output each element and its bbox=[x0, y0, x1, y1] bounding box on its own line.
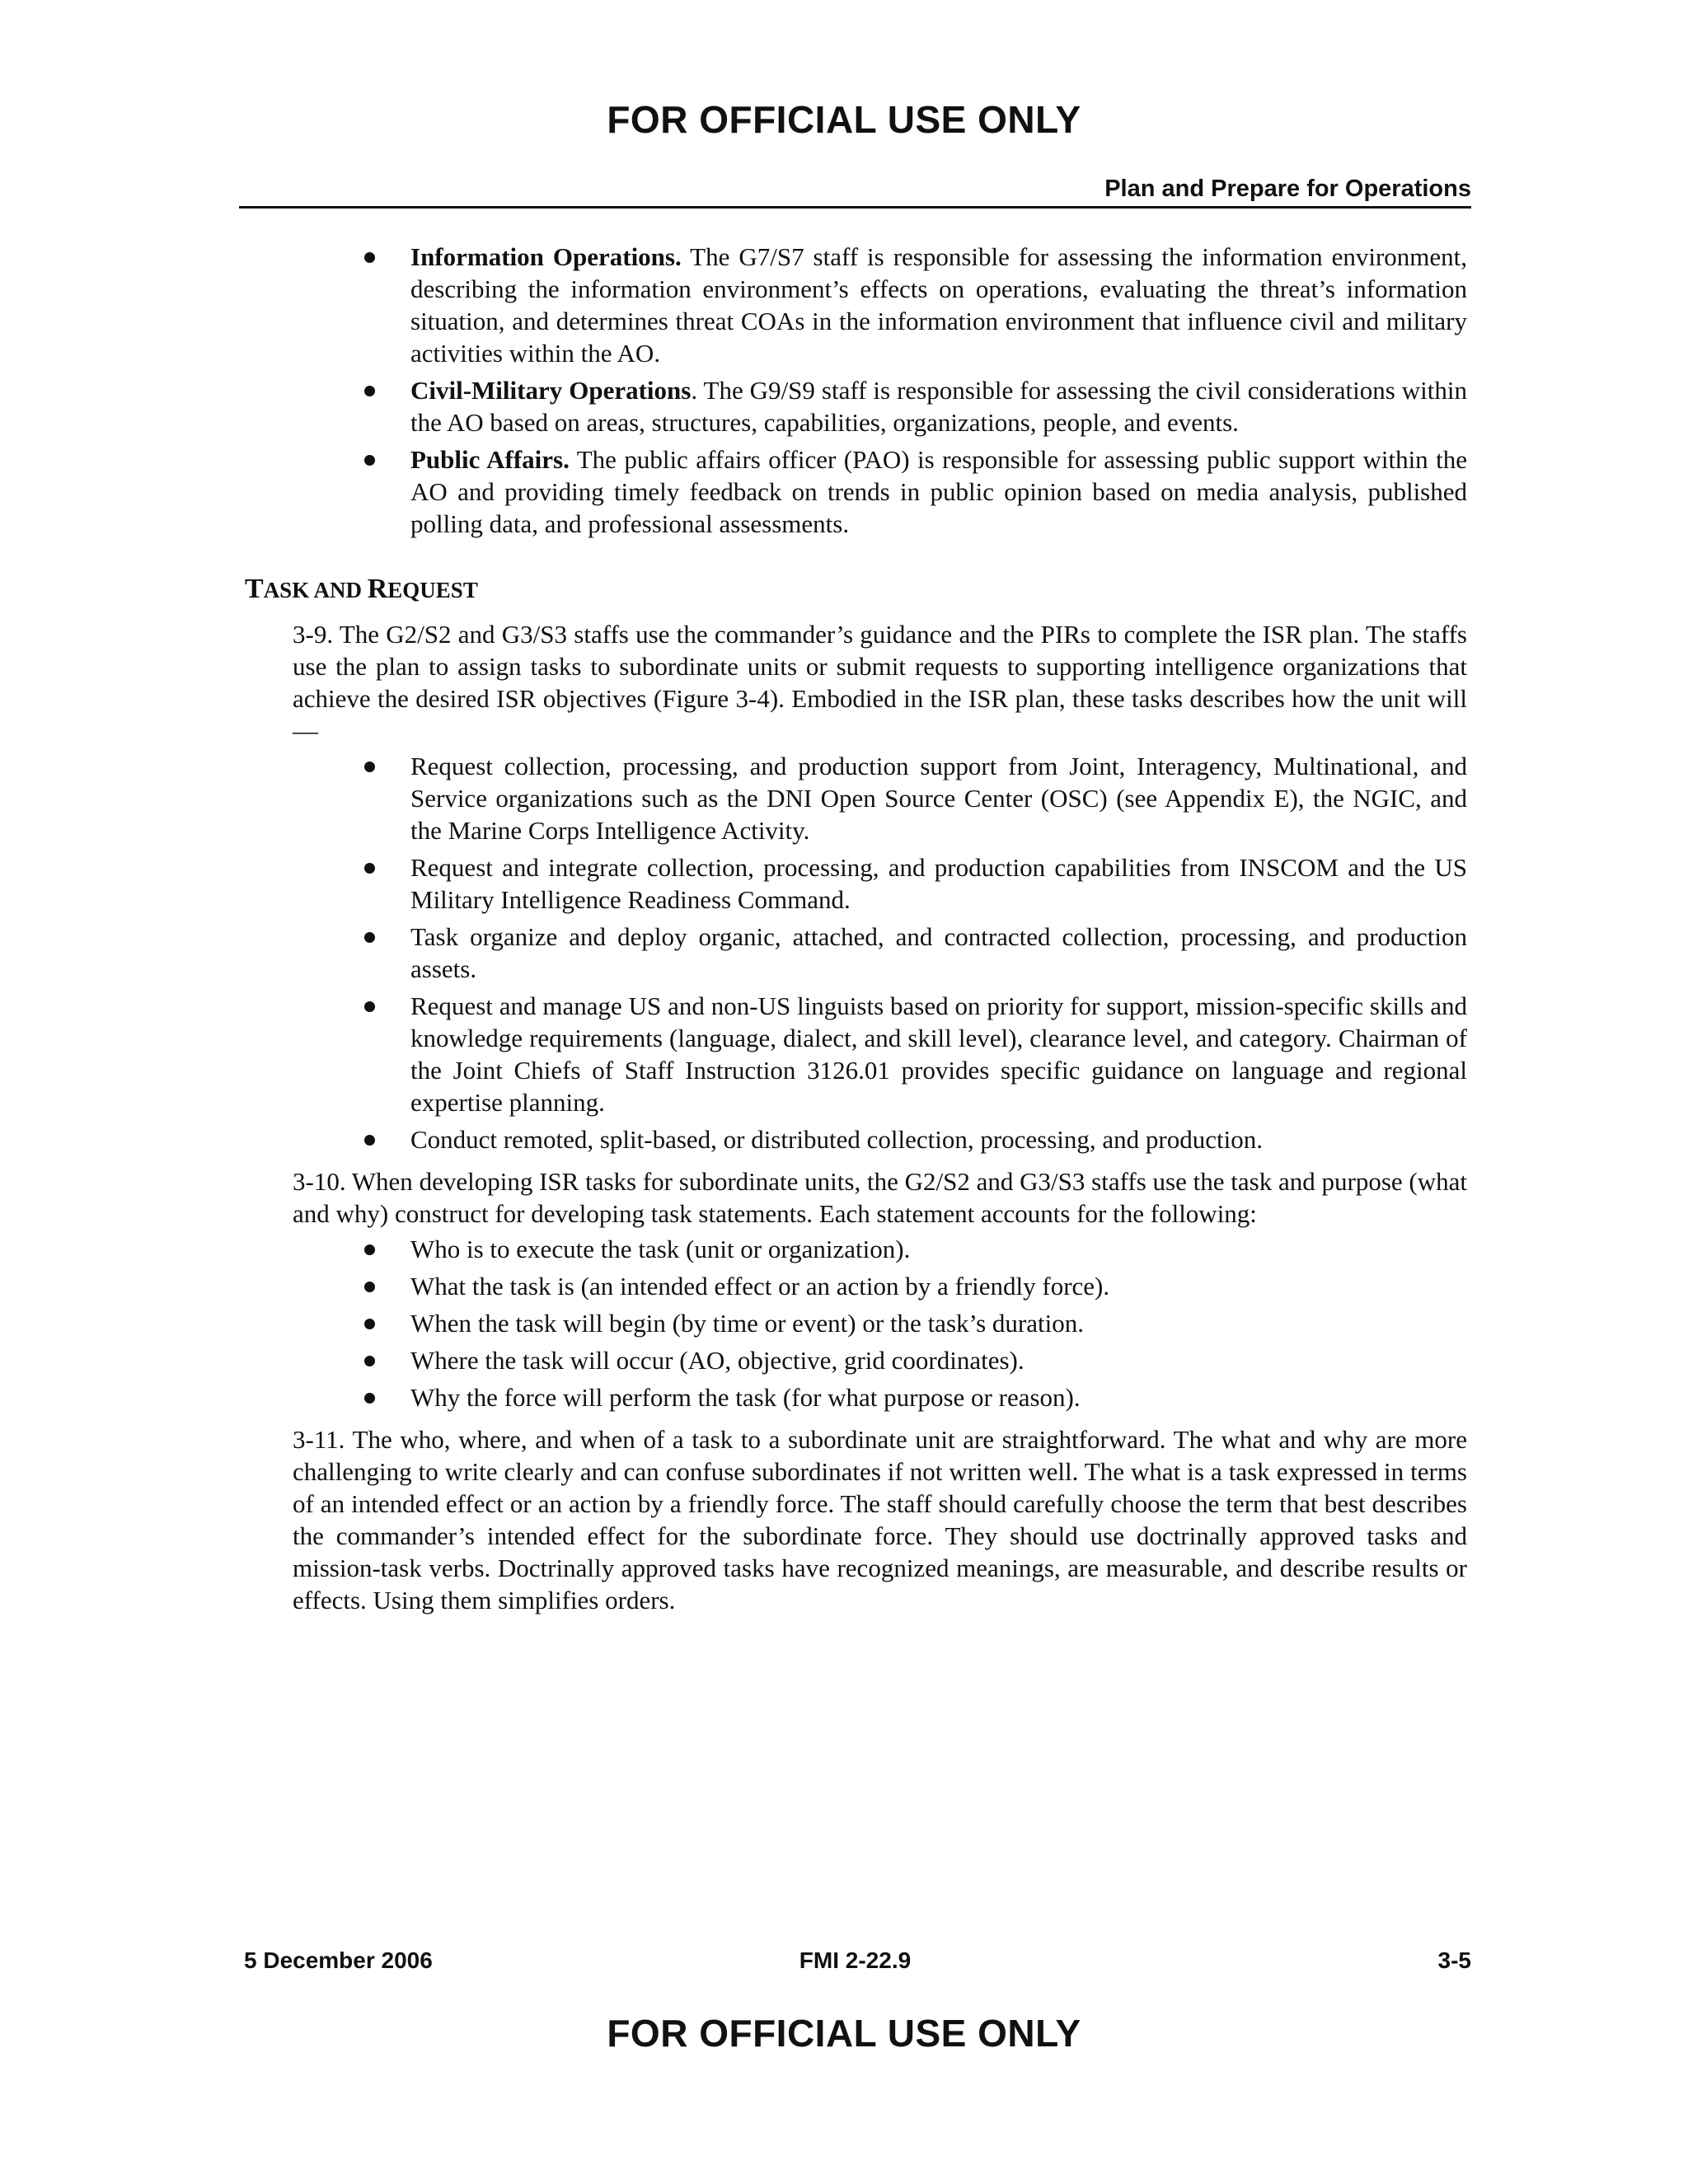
list-item bbox=[293, 1381, 1467, 1413]
heading-cap: T bbox=[245, 574, 264, 604]
header-rule bbox=[239, 206, 1471, 209]
list-item bbox=[293, 1307, 1467, 1339]
bullet-text: When the task will begin (by time or event) or the task’s duration. bbox=[410, 1309, 1084, 1338]
bullet-text: Where the task will occur (AO, objective, grid coordinates). bbox=[410, 1346, 1025, 1375]
paragraph-3-9: 3-9. The G2/S2 and G3/S3 staffs use the commander’s guidance and the PIRs to complete the ISR plan. The staffs use the plan to assign tasks to subordinate units or submit requests to supporting intelligence organizations that achieve the desired ISR objectives (Figure 3-4). Embodied in the ISR plan, these tasks describes how the unit will— bbox=[293, 620, 1467, 745]
footer-page-number: 3-5 bbox=[1437, 1947, 1471, 1973]
bullet-dot-icon bbox=[364, 252, 375, 263]
bullet-dot-icon bbox=[364, 1135, 375, 1146]
bullet-text: Request and manage US and non-US linguists based on priority for support, mission-specific skills and knowledge requirements (language, dialect, and skill level), clearance level, and category. Chairman of the Joint Chiefs of Staff Instruction 3126.01 provides specific guidance on language and regional expertise planning. bbox=[410, 991, 1467, 1117]
bullet-dot-icon bbox=[364, 455, 375, 466]
page-body bbox=[245, 241, 1467, 1619]
bullet-list-3-10 bbox=[293, 1233, 1467, 1413]
bullet-text: What the task is (an intended effect or an action by a friendly force). bbox=[410, 1272, 1110, 1301]
list-item bbox=[293, 851, 1467, 916]
list-item bbox=[293, 1233, 1467, 1265]
paragraph-3-11: 3-11. The who, where, and when of a task to a subordinate unit are straightforward. The what and why are more challenging to write clearly and can confuse subordinates if not written well. The what is a task expressed in terms of an intended effect or an action by a friendly force. The staff should carefully choose the term that best describes the commander’s intended effect for the subordinate force. They should use doctrinally approved tasks and mission-task verbs. Doctrinally approved tasks have recognized meanings, are measurable, and describe results or effects. Using them simplifies orders. bbox=[293, 1425, 1467, 1615]
classification-banner-bottom: FOR OFFICIAL USE ONLY bbox=[607, 2012, 1081, 2055]
running-head: Plan and Prepare for Operations bbox=[1104, 176, 1471, 202]
paragraph-3-10: 3-10. When developing ISR tasks for subordinate units, the G2/S2 and G3/S3 staffs use the task and purpose (what and why) construct for developing task statements. Each statement accounts for the following: bbox=[293, 1167, 1467, 1228]
list-item bbox=[293, 990, 1467, 1118]
bullet-text: Request collection, processing, and production support from Joint, Interagency, Multinational, and Service organizations such as the DNI Open Source Center (OSC) (see Appendix E), the NGIC, and the Marine Corps Intelligence Activity. bbox=[410, 752, 1467, 845]
bullet-dot-icon bbox=[364, 863, 375, 874]
bullet-dot-icon bbox=[364, 1001, 375, 1012]
bullet-text: The public affairs officer (PAO) is responsible for assessing public support within the AO and providing timely feedback on trends in public opinion based on media analysis, published polling data, and professional assessments. bbox=[410, 445, 1467, 538]
bullet-lead: Public Affairs. bbox=[410, 445, 570, 474]
bullet-dot-icon bbox=[364, 1244, 375, 1255]
bullet-lead: Information Operations. bbox=[410, 242, 682, 271]
bullet-text: Task organize and deploy organic, attached, and contracted collection, processing, and production assets. bbox=[410, 922, 1467, 983]
list-item bbox=[293, 1123, 1467, 1155]
classification-banner-top: FOR OFFICIAL USE ONLY bbox=[607, 98, 1081, 141]
bullet-dot-icon bbox=[364, 1319, 375, 1329]
list-item bbox=[293, 241, 1467, 369]
bullet-dot-icon bbox=[364, 386, 375, 396]
bullet-list-3-9 bbox=[293, 750, 1467, 1155]
footer-publication: FMI 2-22.9 bbox=[799, 1947, 912, 1973]
top-bullet-list bbox=[293, 241, 1467, 540]
section-heading bbox=[245, 573, 1467, 607]
bullet-dot-icon bbox=[364, 762, 375, 772]
list-item bbox=[293, 443, 1467, 540]
list-item bbox=[293, 750, 1467, 846]
footer-date: 5 December 2006 bbox=[244, 1947, 433, 1973]
bullet-lead: Civil-Military Operations bbox=[410, 376, 692, 405]
bullet-text: Who is to execute the task (unit or organization). bbox=[410, 1235, 911, 1263]
list-item bbox=[293, 1344, 1467, 1376]
bullet-text: Why the force will perform the task (for what purpose or reason). bbox=[410, 1383, 1081, 1412]
bullet-dot-icon bbox=[364, 1356, 375, 1366]
bullet-dot-icon bbox=[364, 1393, 375, 1404]
list-item bbox=[293, 1270, 1467, 1302]
bullet-text: . The G9/S9 staff is responsible for assessing the civil considerations within the AO based on areas, structures, capabilities, organizations, people, and events. bbox=[410, 376, 1467, 437]
list-item bbox=[293, 374, 1467, 438]
heading-smallcaps: EQUEST bbox=[387, 578, 478, 602]
bullet-text: Request and integrate collection, processing, and production capabilities from INSCOM and the US Military Intelligence Readiness Command. bbox=[410, 853, 1467, 914]
bullet-dot-icon bbox=[364, 932, 375, 943]
bullet-text: The G7/S7 staff is responsible for assessing the information environment, describing the information environment’s effects on operations, evaluating the threat’s information situation, and determines threat COAs in the information environment that influence civil and military activities within the AO. bbox=[410, 242, 1467, 368]
bullet-text: Conduct remoted, split-based, or distributed collection, processing, and production. bbox=[410, 1125, 1263, 1154]
list-item bbox=[293, 921, 1467, 985]
heading-smallcaps: ASK AND bbox=[263, 578, 368, 602]
bullet-dot-icon bbox=[364, 1282, 375, 1292]
heading-cap: R bbox=[367, 574, 388, 604]
